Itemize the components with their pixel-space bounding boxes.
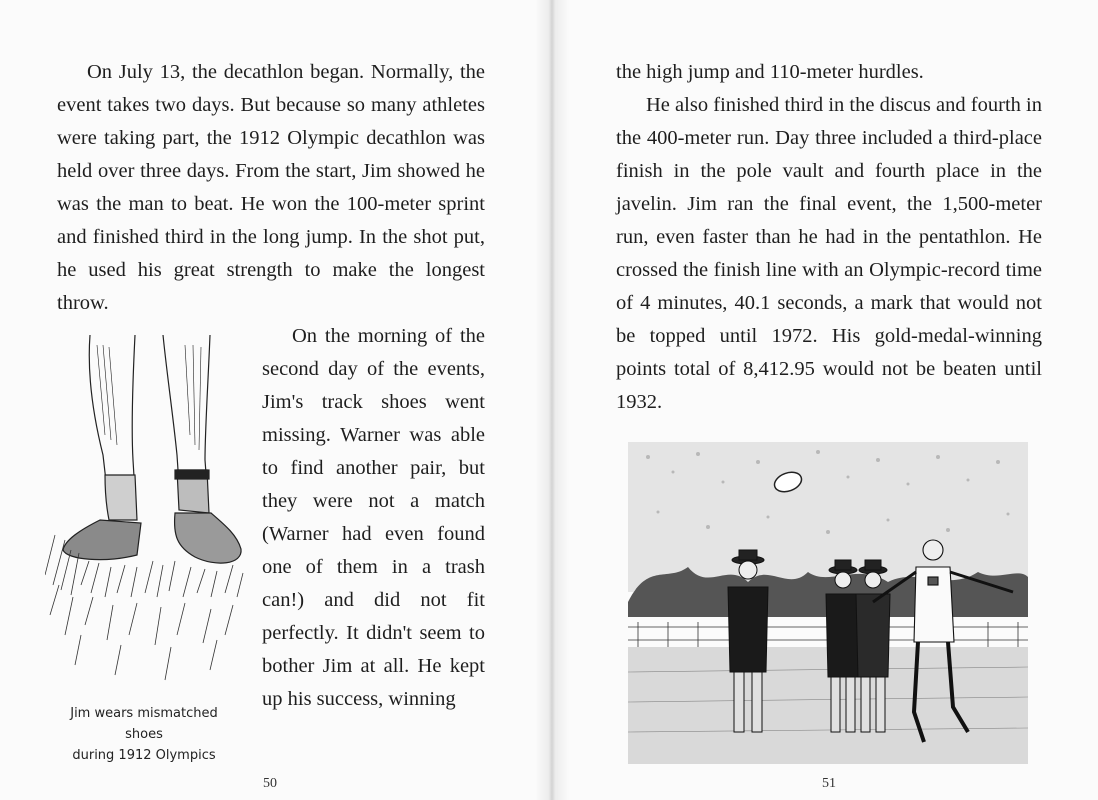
mismatched-shoes-illustration [45,335,245,695]
page-number-right: 51 [822,776,836,791]
paragraph-days-two-three: He also finished third in the discus and fourth in the 400-meter run. Day three included a third-place finish in the pole vault and fourth place in the javelin. Jim ran the final event, the 1,500-meter run, even faster than he had in the pentathlon. He crossed the finish line with an Olympic-record time of 4 minutes, 40.1 seconds, a mark that would not be topped until 1972. His gold-medal-winning points total of 8,412.95 would not be beaten until 1932. [616,94,1042,413]
caption-line: during 1912 Olympics [72,748,216,763]
paragraph-continuation: the high jump and 110-meter hurdles. [616,61,924,83]
paragraph-decathlon-start: On July 13, the decathlon began. Normally, the event takes two days. But because so many athletes were taking part, the 1912 Olympic decathlon was held over three days. From the start, Jim showed he was the man to beat. He won the 100-meter sprint and finished third in the long jump. In the shot put, he used his great strength to make the longest throw. [57,61,485,314]
book-gutter [535,0,569,800]
paragraph-missing-shoes: On the morning of the second day of the events, Jim's track shoes went missing. Warner was able to find another pair, but they were not a match (Warner had even found one of them in a trash can!) and did not fit perfectly. It didn't seem to bother Jim at all. He kept up his success, winning [262,325,485,710]
right-page-text [616,56,1042,419]
illustration-caption [54,703,234,766]
discus-throw-illustration [628,442,1028,764]
caption-line: Jim wears mismatched shoes [70,706,218,742]
page-number-left: 50 [263,776,277,791]
